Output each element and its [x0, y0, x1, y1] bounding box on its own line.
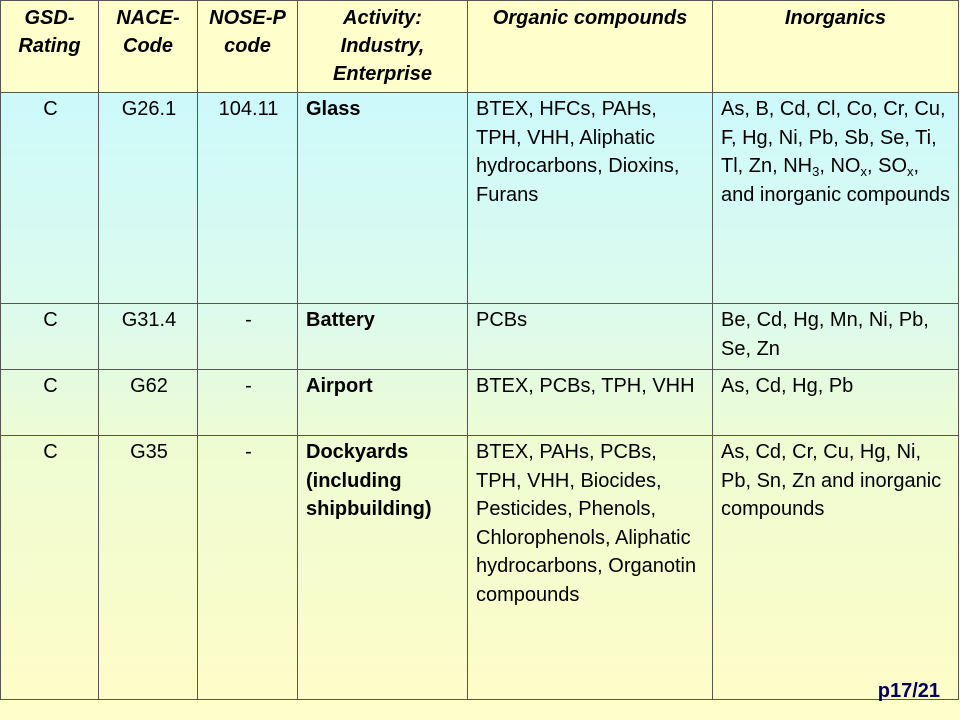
cell-activity: Dockyards (including shipbuilding)	[298, 436, 468, 700]
cell-inorganics: As, Cd, Hg, Pb	[713, 370, 959, 436]
cell-activity: Airport	[298, 370, 468, 436]
header-inorganics: Inorganics	[713, 1, 959, 93]
cell-nace-code: G35	[99, 436, 198, 700]
header-row	[1, 1, 959, 93]
header-nose-p-code: NOSE-P code	[198, 1, 298, 93]
cell-inorganics: As, Cd, Cr, Cu, Hg, Ni, Pb, Sn, Zn and inorganic compounds	[713, 436, 959, 700]
cell-nace-code: G26.1	[99, 93, 198, 304]
cell-gsd-rating: C	[1, 304, 99, 370]
table-row	[1, 93, 959, 304]
page-number: p17/21	[877, 680, 940, 702]
inorganics-text: , NO	[819, 155, 861, 178]
cell-nose-p-code: -	[198, 304, 298, 370]
table-row	[1, 436, 959, 700]
cell-organic-compounds: BTEX, PAHs, PCBs, TPH, VHH, Biocides, Pesticides, Phenols, Chlorophenols, Aliphatic hydrocarbons, Organotin compounds	[468, 436, 713, 700]
cell-nace-code: G31.4	[99, 304, 198, 370]
cell-inorganics	[713, 93, 959, 304]
cell-activity: Glass	[298, 93, 468, 304]
header-nace-code: NACE-Code	[99, 1, 198, 93]
cell-activity: Battery	[298, 304, 468, 370]
cell-organic-compounds: BTEX, PCBs, TPH, VHH	[468, 370, 713, 436]
cell-gsd-rating: C	[1, 370, 99, 436]
cell-organic-compounds: BTEX, HFCs, PAHs, TPH, VHH, Aliphatic hydrocarbons, Dioxins, Furans	[468, 93, 713, 304]
cell-organic-compounds: PCBs	[468, 304, 713, 370]
table-row	[1, 304, 959, 370]
cell-nose-p-code: 104.11	[198, 93, 298, 304]
subscript: x	[907, 164, 914, 180]
cell-gsd-rating: C	[1, 436, 99, 700]
header-gsd-rating: GSD-Rating	[1, 1, 99, 93]
cell-inorganics: Be, Cd, Hg, Mn, Ni, Pb, Se, Zn	[713, 304, 959, 370]
inorganics-text: As, B, Cd, Cl, Co, Cr, Cu, F, Hg, Ni, Pb, Sb, Se, Ti, Tl, Zn, NH	[721, 98, 946, 178]
table-row	[1, 370, 959, 436]
inorganics-text: , SO	[866, 155, 907, 178]
header-organic-compounds: Organic compounds	[468, 1, 713, 93]
cell-nace-code: G62	[99, 370, 198, 436]
header-activity: Activity: Industry, Enterprise	[298, 1, 468, 93]
cell-nose-p-code: -	[198, 370, 298, 436]
inorganics-text: , and inorganic compounds	[721, 155, 951, 206]
cell-gsd-rating: C	[1, 93, 99, 304]
subscript: 3	[812, 164, 820, 180]
subscript: x	[860, 164, 867, 180]
cell-nose-p-code: -	[198, 436, 298, 700]
